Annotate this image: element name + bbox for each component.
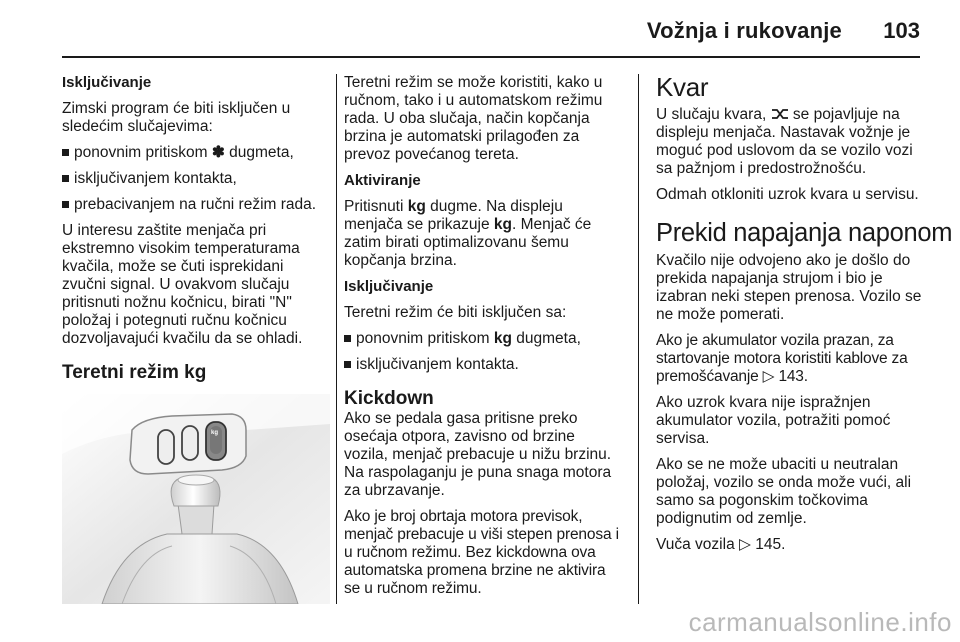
section-heading: Kvar bbox=[656, 72, 709, 102]
paragraph: U slučaju kvara, se pojavljuje na displeju menjača. Nastavak vožnje je moguć pod uslovom da se vozilo vozi sa pažnjom i predostrožnošću. bbox=[656, 106, 913, 177]
list-item: ponovnim pritiskom ✽ dugmeta, bbox=[62, 144, 330, 162]
fault-icon bbox=[771, 106, 793, 123]
paragraph: U interesu zaštite menjača pri ekstremno visokim temperaturama kvačila, može se čuti isprekidani zvučni signal. U ovakvom slučaju pritisnuti nožnu kočnicu, birati "N" položaj i potegnuti ručnu kočnicu dozvoljavajući kvačilu da se ohladi. bbox=[62, 222, 303, 347]
section-heading: Teretni režim kg bbox=[62, 362, 207, 383]
list-item: ponovnim pritiskom kg dugmeta, bbox=[344, 330, 622, 348]
column-1 bbox=[62, 74, 330, 608]
column-2 bbox=[344, 74, 622, 606]
paragraph: Odmah otkloniti uzrok kvara u servisu. bbox=[656, 186, 919, 203]
paragraph: Vuča vozila ▷ 145. bbox=[656, 536, 786, 553]
paragraph: Ako uzrok kvara nije ispražnjen akumulator vozila, potražiti pomoć servisa. bbox=[656, 394, 891, 447]
paragraph: Ako je broj obrtaja motora previsok, menjač prebacuje u viši stepen prenosa i u ručnom režimu. Bez kickdowna ova automatska promena brzine ne aktivira se u ručnom režimu. bbox=[344, 508, 619, 597]
snowflake-icon: ✽ bbox=[211, 144, 225, 161]
gear-selector-illustration bbox=[62, 394, 330, 608]
kg-button-label: kg bbox=[211, 430, 219, 436]
paragraph: Teretni režim će biti isključen sa: bbox=[344, 304, 567, 321]
paragraph: Zimski program će biti isključen u sledećim slučajevima: bbox=[62, 100, 291, 135]
reference-arrow-icon: ▷ bbox=[762, 368, 775, 385]
paragraph: Ako se ne može ubaciti u neutralan položaj, vozilo se onda može vući, ali samo sa pogonskim točkovima podignutim od zemlje. bbox=[656, 456, 912, 527]
paragraph: Kvačilo nije odvojeno ako je došlo do prekida napajanja strujom i bio je izabran neki stepen prenosa. Vozilo se ne može pomerati. bbox=[656, 252, 922, 323]
section-heading: Kickdown bbox=[344, 388, 434, 409]
watermark: carmanualsonline.info bbox=[688, 607, 952, 637]
column-divider bbox=[336, 74, 337, 604]
list-item: prebacivanjem na ručni režim rada. bbox=[62, 196, 330, 214]
list-item: isključivanjem kontakta, bbox=[62, 170, 330, 188]
bullet-icon bbox=[344, 335, 351, 342]
paragraph: Pritisnuti kg dugme. Na displeju menjača se prikazuje kg. Menjač će zatim birati optimalizovanu šemu kopčanja brzina. bbox=[344, 198, 592, 269]
footer bbox=[0, 604, 960, 642]
page-title: Vožnja i rukovanje bbox=[646, 18, 842, 43]
paragraph: Ako je akumulator vozila prazan, za startovanje motora koristiti kablove za premošćavanje ▷ 143. bbox=[656, 332, 908, 385]
column-divider bbox=[638, 74, 639, 604]
subheading-off: Isključivanje bbox=[344, 278, 434, 295]
section-heading: Prekid napajanja naponom bbox=[656, 219, 953, 247]
paragraph: Ako se pedala gasa pritisne preko osećaja otpora, zavisno od brzine vozila, menjač prebacuje u nižu brzinu. Na raspolaganju je puna snaga motora za ubrzavanje. bbox=[344, 410, 612, 499]
subheading-off: Isključivanje bbox=[62, 74, 152, 91]
page-header bbox=[62, 0, 920, 58]
list-item: isključivanjem kontakta. bbox=[344, 356, 622, 374]
subheading-on: Aktiviranje bbox=[344, 172, 421, 189]
bullet-icon bbox=[62, 201, 69, 208]
reference-arrow-icon: ▷ bbox=[739, 536, 751, 553]
bullet-icon bbox=[62, 175, 69, 182]
paragraph: Teretni režim se može koristiti, kako u ručnom, tako i u automatskom režimu rada. U oba slučaja, način kopčanja brzina je automatski prilagođen za prevoz povećanog tereta. bbox=[344, 74, 603, 163]
column-3 bbox=[656, 72, 953, 562]
page-number: 103 bbox=[883, 18, 920, 43]
bullet-icon bbox=[344, 361, 351, 368]
bullet-icon bbox=[62, 149, 69, 156]
